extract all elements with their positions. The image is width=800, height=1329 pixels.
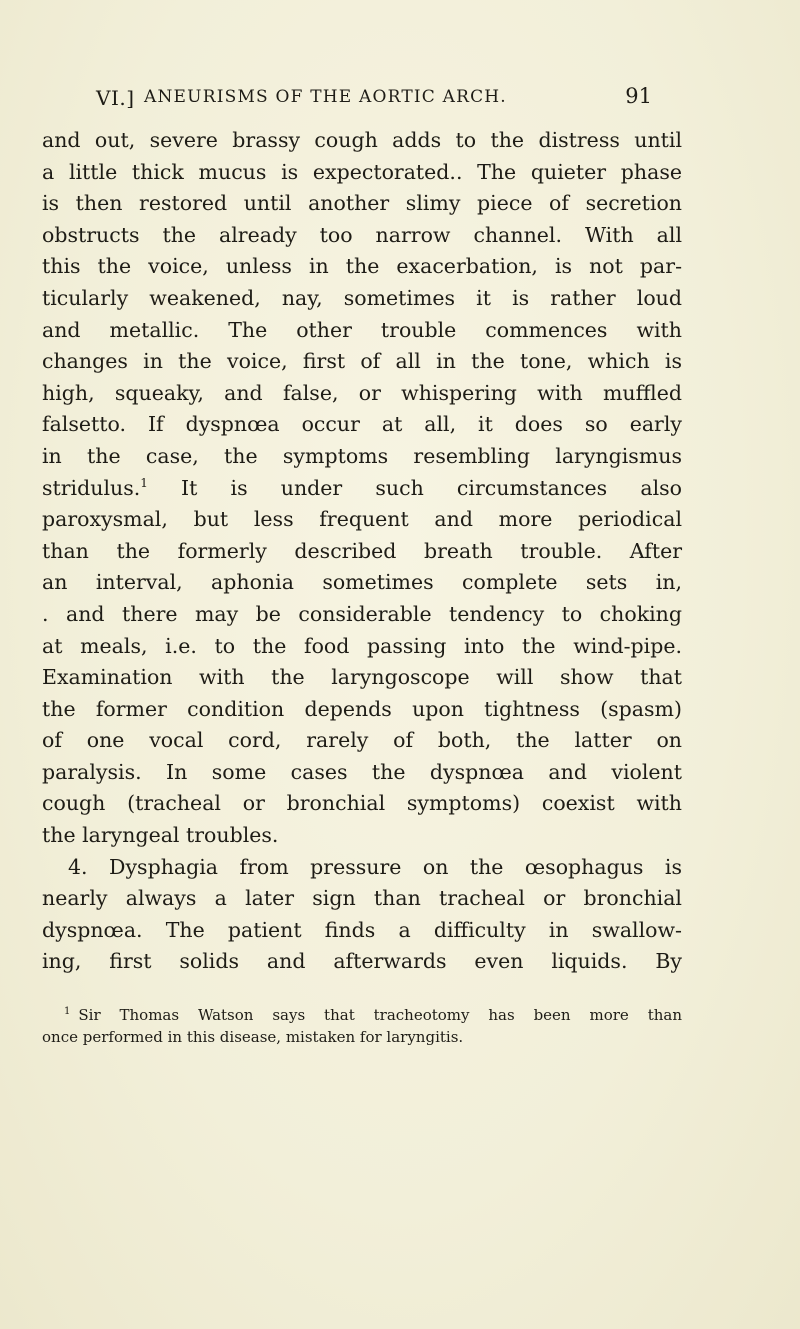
- text-line: falsetto. If dyspnœa occur at all, it does so early: [42, 412, 682, 437]
- text-line: is then restored until another slimy piece of secretion: [42, 191, 682, 216]
- text-line: the former condition depends upon tightness (spasm): [42, 696, 682, 721]
- text-line: dyspnœa. The patient finds a difficulty in swallow-: [42, 917, 682, 942]
- text-fragment: It is under such circumstances also: [147, 475, 682, 500]
- body-text: [42, 125, 682, 978]
- text-line: obstructs the already too narrow channel. With all: [42, 222, 682, 247]
- text-line: ing, first solids and afterwards even liquids. By: [42, 949, 682, 974]
- text-line: ticularly weakened, nay, sometimes it is rather loud: [42, 285, 682, 310]
- chapter-number: VI.]: [96, 86, 135, 110]
- footnotes: [42, 1004, 682, 1048]
- text-line: in the case, the symptoms resembling laryngismus: [42, 443, 682, 468]
- text-fragment: stridulus.: [42, 475, 141, 500]
- text-line: of one vocal cord, rarely of both, the latter on: [42, 728, 682, 753]
- page-number: 91: [625, 84, 652, 108]
- running-title: ANEURISMS OF THE AORTIC ARCH.: [144, 87, 507, 107]
- text-line: and out, severe brassy cough adds to the distress until: [42, 128, 682, 152]
- text-line: a little thick mucus is expectorated.. The quieter phase: [42, 159, 682, 184]
- text-line: the laryngeal troubles.: [42, 823, 279, 848]
- text-line: than the formerly described breath trouble. After: [42, 538, 682, 563]
- footnote-mark: 1: [64, 1006, 71, 1017]
- footnote-text: Sir Thomas Watson says that tracheotomy has been more than: [78, 1006, 682, 1024]
- text-line: changes in the voice, first of all in the tone, which is: [42, 349, 682, 374]
- text-line: . and there may be considerable tendency to choking: [42, 601, 682, 626]
- text-line: high, squeaky, and false, or whispering with muffled: [42, 380, 682, 405]
- text-line-with-footnote-ref: [42, 473, 682, 505]
- text-line: cough (tracheal or bronchial symptoms) coexist with: [42, 791, 682, 816]
- footnote-line: [42, 1004, 682, 1026]
- text-line: nearly always a later sign than tracheal or bronchial: [42, 886, 682, 911]
- text-line: an interval, aphonia sometimes complete sets in,: [42, 570, 682, 595]
- running-head: [96, 86, 652, 116]
- footnote-reference: 1: [140, 475, 148, 490]
- footnote-line: once performed in this disease, mistaken for laryngitis.: [42, 1028, 464, 1046]
- text-line: and metallic. The other trouble commences with: [42, 317, 682, 342]
- text-line: Examination with the laryngoscope will show that: [42, 665, 682, 690]
- text-line: paralysis. In some cases the dyspnœa and violent: [42, 759, 682, 784]
- text-line: this the voice, unless in the exacerbation, is not par-: [42, 254, 682, 279]
- text-line: paroxysmal, but less frequent and more periodical: [42, 507, 682, 532]
- text-line: at meals, i.e. to the food passing into the wind-pipe.: [42, 633, 682, 658]
- text-line: 4. Dysphagia from pressure on the œsophagus is: [68, 854, 682, 879]
